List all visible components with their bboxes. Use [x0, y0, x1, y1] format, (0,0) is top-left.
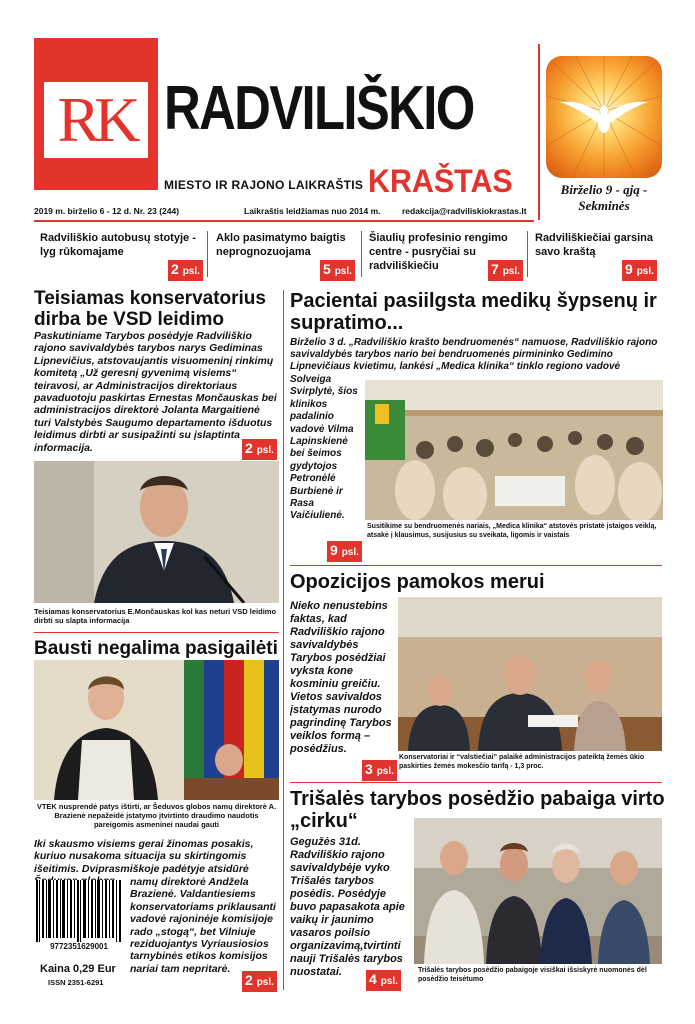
feast-caption: Birželio 9 - ąją - Sekminės: [560, 182, 648, 213]
dove-icon: [546, 56, 662, 178]
photo-director: [34, 660, 279, 800]
photo-meeting: [365, 380, 663, 520]
teaser-divider: [361, 231, 362, 277]
teaser-text: Šiaulių profesinio rengimo centre - pusryčiai su radviliškiečiu: [369, 232, 508, 272]
page-badge: 2 psl.: [168, 260, 203, 281]
page-badge: 7 psl.: [488, 260, 523, 281]
teaser-text: Radviliškiečiai garsina savo kraštą: [535, 232, 654, 258]
article-body-council: Gegužės 31d. Radviliškio rajono savivaldybėje vyko Trišalės tarybos posėdis. Posėdyje buvo papasakota apie vaikų ir jaunimo vasaros poilsio organizavimą,tvirtinti nauji Trišalės tarybos nuostatai.: [290, 836, 405, 978]
caption-conservatory: Teisiamas konservatorius E.Mončauskas kol kas neturi VSD leidimo dirbti su slapta informacija: [34, 607, 277, 625]
caption-punish: VTEK nusprendė patys ištirti, ar Šeduvos globos namų direktorė A. Brazienė nepažeidė įstatymo įtvirtinto draudimo naudotis pareigomis asmeninei naudai gauti: [36, 802, 277, 829]
article-title-patients[interactable]: Pacientai pasiilgsta medikų šypsenų ir supratimo...: [290, 290, 657, 334]
article-title-council[interactable]: Trišalės tarybos posėdžio pabaiga virto „cirku“: [290, 788, 665, 832]
teaser-text: Aklo pasimatymo baigtis neprognozuojama: [216, 232, 346, 258]
teaser-text: Radviliškio autobusų stotyje - lyg rūkomajame: [40, 232, 196, 258]
page-badge: 2 psl.: [242, 971, 277, 992]
dove-image: [546, 56, 662, 178]
page-badge: 5 psl.: [320, 260, 355, 281]
column-divider: [283, 290, 284, 990]
article-lede-patients: Birželio 3 d. „Radviliškio krašto bendruomenės“ namuose, Radviliškio rajono savivaldybės tarybos nario bei bendruomenės pirmininko Gedimino Lipnevičiaus kvietimu, lankėsi „Medica klinika“ tinklo regiono vadovė: [290, 337, 658, 372]
article-side-patients: Solveiga Svirplytė, šios klinikos padalinio vadovė Vilma Lapinskienė bei šeimos gydytojos Petronėlė Burbienė ir Rasa Vaičiulienė.: [290, 374, 358, 522]
logo-box: [34, 38, 158, 190]
page-badge: 4 psl.: [366, 970, 401, 991]
photo-speaker: [34, 461, 279, 603]
article-title-punish[interactable]: Bausti negalima pasigailėti: [34, 638, 278, 659]
photo-trilateral: [414, 818, 662, 964]
editorial-email[interactable]: redakcija@radviliskiokrastas.lt: [402, 206, 527, 216]
barcode-number: 9772351629001: [50, 942, 108, 951]
article-body-opposition: Nieko nenustebins faktas, kad Radviliškio rajono savivaldybės Tarybos posėdžiai vyksta kone kosminiu greičiu. Vietos savivaldos įstatymas nurodo pagrindinę Tarybos veiklos formą – posėdžius.: [290, 600, 392, 755]
page-badge: 9 psl.: [622, 260, 657, 281]
issue-date: 2019 m. birželio 6 - 12 d. Nr. 23 (244): [34, 206, 180, 216]
masthead-rule: [34, 220, 534, 222]
since-note: Laikraštis leidžiamas nuo 2014 m.: [244, 206, 381, 216]
section-rule: [34, 632, 279, 633]
newspaper-subtitle: MIESTO IR RAJONO LAIKRAŠTIS: [164, 178, 364, 192]
article-lede-conservatory: Paskutiniame Tarybos posėdyje Radviliškio rajono savivaldybės tarybos narys Gediminas Lipnevičius, atstovaujantis visuomeninį rinkimų komitetą „Už geresnį gyvenimą visiems“ teiravosi, ar Administracijos direktoriaus pavaduotoju paskirtas Ernestas Mončauskas bei administracijos direktorė Jolanta Margaitienė turi Valstybės Saugumo departamento išduotus leidimus dirbti ar susipažinti su įslaptinta informacija.: [34, 330, 277, 454]
price: Kaina 0,29 Eur: [40, 963, 116, 975]
caption-patients: Susitikime su bendruomenės nariais, „Medica klinika“ atstovės pristatė įstaigos veiklą, atsakė į klausimus, susijusius su sveikata, ligomis ir vaistais: [367, 523, 657, 539]
article-title-conservatory[interactable]: Teisiamas konservatorius dirba be VSD leidimo: [34, 288, 266, 330]
barcode: [34, 880, 124, 962]
caption-opposition: Konservatoriai ir “valstiečiai” palaikė administracijos pateiktą žemės ūkio paskirties žemės mokesčio tarifą - 1,3 proc.: [399, 754, 645, 770]
section-rule: [290, 565, 662, 566]
masthead-divider: [538, 44, 540, 220]
logo: RK: [44, 82, 148, 158]
caption-council: Trišalės tarybos posėdžio pabaigoje visiškai išsiskyrė nuomonės dėl posėdžio teisėtumo: [418, 967, 647, 983]
article-body-punish: namų direktorė Andžela Brazienė. Valdantiesiems konservatoriams priklausanti vadovė rajoninėje komisijoje rado „stogą“, bet Vilniuje reziduojantys Vyriausiosios tarnybinės etikos komisijos nariai tam nepritarė.: [130, 876, 276, 975]
page-badge: 9 psl.: [327, 541, 362, 562]
article-title-opposition[interactable]: Opozicijos pamokos merui: [290, 571, 545, 593]
page-badge: 3 psl.: [362, 760, 397, 781]
newspaper-title: RADVILIŠKIO: [164, 74, 474, 143]
newspaper-title-2: KRAŠTAS: [368, 163, 513, 199]
page-badge: 2 psl.: [242, 439, 277, 460]
issn: ISSN 2351-6291: [48, 978, 104, 987]
teaser-divider: [527, 231, 528, 277]
teaser-divider: [207, 231, 208, 277]
article-body-punish-wide: Iki skausmo visiems gerai žinomas posakis, kuriuo nusakoma situacija su skirtingomis išeitimis. Dviprasmiškoje padėtyje atsidūrė: [34, 838, 254, 875]
photo-council: [398, 597, 662, 751]
section-rule: [290, 782, 662, 783]
